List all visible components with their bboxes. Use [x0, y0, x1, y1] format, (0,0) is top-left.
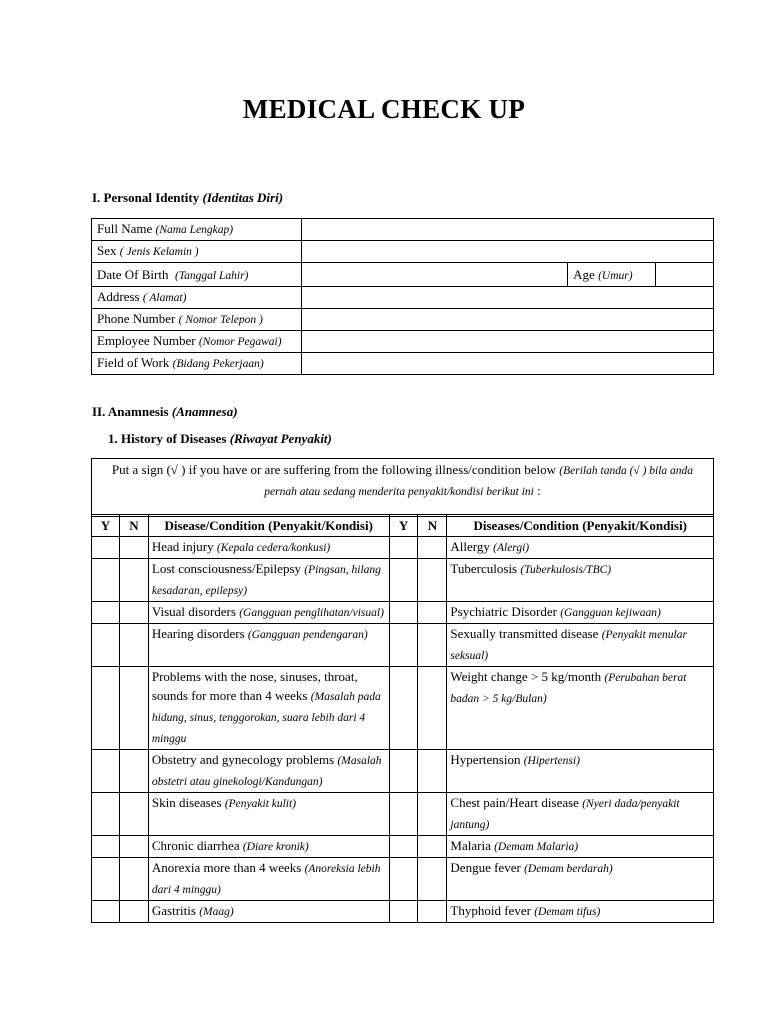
table-row	[92, 667, 714, 750]
section-label-id: (Identitas Diri)	[202, 190, 284, 205]
age-field[interactable]	[656, 263, 714, 287]
instruction-text: Put a sign (√ ) if you have or are suffering from the following illness/condition below (Berilah tanda (√ ) bila anda pernah atau sedang menderita penyakit/kondisi berikut ini :	[92, 459, 714, 517]
yes-checkbox-cell[interactable]	[389, 602, 418, 624]
disease-name-id: (Pingsan, hilang kesadaran, epilepsy)	[151, 564, 381, 597]
table-row	[92, 219, 714, 241]
label-cell: Sex ( Jenis Kelamin )	[92, 241, 302, 263]
disease-left-cell	[148, 624, 389, 667]
disease-name: Malaria	[450, 838, 491, 853]
label-cell: Full Name (Nama Lengkap)	[92, 219, 302, 241]
yes-checkbox-cell[interactable]	[389, 667, 418, 750]
no-checkbox-cell[interactable]	[119, 667, 148, 750]
disease-left-cell	[148, 858, 389, 901]
disease-right-cell	[447, 858, 714, 901]
yes-checkbox-cell[interactable]	[92, 901, 120, 923]
yes-checkbox-cell[interactable]	[389, 559, 418, 602]
disease-name: Visual disorders	[151, 604, 236, 619]
subsection-label-id: (Riwayat Penyakit)	[229, 431, 332, 446]
disease-right-cell	[447, 559, 714, 602]
disease-name-id: (Anoreksia lebih dari 4 minggu)	[151, 863, 381, 896]
disease-name: Hearing disorders	[151, 626, 245, 641]
disease-name-id: (Gangguan pendengaran)	[247, 629, 368, 641]
disease-name-id: (Penyakit kulit)	[224, 798, 297, 810]
yes-checkbox-cell[interactable]	[92, 750, 120, 793]
disease-table	[91, 514, 714, 923]
no-checkbox-cell[interactable]	[418, 793, 447, 836]
table-row	[92, 263, 714, 287]
disease-left-cell	[148, 836, 389, 858]
no-checkbox-cell[interactable]	[418, 559, 447, 602]
disease-left-cell	[148, 537, 389, 559]
table-row	[92, 241, 714, 263]
yes-checkbox-cell[interactable]	[92, 559, 120, 602]
yes-checkbox-cell[interactable]	[92, 602, 120, 624]
table-row	[92, 309, 714, 331]
yes-checkbox-cell[interactable]	[389, 793, 418, 836]
disease-left-cell	[148, 559, 389, 602]
disease-name-id: (Gangguan penglihatan/visual)	[239, 607, 384, 619]
table-row	[92, 537, 714, 559]
table-row	[92, 353, 714, 375]
table-row	[92, 901, 714, 923]
no-checkbox-cell[interactable]	[119, 750, 148, 793]
label-cell: Date Of Birth (Tanggal Lahir)	[92, 263, 302, 287]
yes-checkbox-cell[interactable]	[92, 624, 120, 667]
disease-left-cell	[148, 793, 389, 836]
disease-right-cell	[447, 793, 714, 836]
disease-right-cell	[447, 901, 714, 923]
yes-checkbox-cell[interactable]	[389, 901, 418, 923]
disease-name: Head injury	[151, 539, 214, 554]
section-label-id: (Anamnesa)	[171, 404, 238, 419]
table-row	[92, 836, 714, 858]
no-checkbox-cell[interactable]	[418, 602, 447, 624]
disease-left-cell	[148, 750, 389, 793]
header-n: N	[119, 515, 148, 537]
disease-right-cell	[447, 624, 714, 667]
phone-field[interactable]	[301, 309, 713, 331]
header-n: N	[418, 515, 447, 537]
disease-name: Weight change > 5 kg/month	[450, 669, 602, 684]
no-checkbox-cell[interactable]	[119, 624, 148, 667]
table-row	[92, 602, 714, 624]
disease-name-id: (Alergi)	[493, 542, 530, 554]
header-disease-left: Disease/Condition (Penyakit/Kondisi)	[148, 515, 389, 537]
label-cell: Employee Number (Nomor Pegawai)	[92, 331, 302, 353]
disease-name-id: (Hipertensi)	[523, 755, 580, 767]
date-of-birth-field[interactable]	[301, 263, 567, 287]
section-anamnesis	[92, 404, 238, 420]
disease-right-cell	[447, 537, 714, 559]
disease-name: Dengue fever	[450, 860, 521, 875]
disease-name-id: (Tuberkulosis/TBC)	[520, 564, 612, 576]
disease-name-id: (Maag)	[199, 906, 234, 918]
disease-name-id: (Demam tifus)	[534, 906, 601, 918]
subsection-label: 1. History of Diseases	[108, 431, 227, 446]
yes-checkbox-cell[interactable]	[92, 793, 120, 836]
label-cell: Address ( Alamat)	[92, 287, 302, 309]
disease-name: Thyphoid fever	[450, 903, 531, 918]
disease-name: Skin diseases	[151, 795, 222, 810]
disease-name: Chest pain/Heart disease	[450, 795, 579, 810]
yes-checkbox-cell[interactable]	[92, 836, 120, 858]
yes-checkbox-cell[interactable]	[389, 624, 418, 667]
instruction-box	[91, 458, 714, 517]
full-name-field[interactable]	[301, 219, 713, 241]
disease-name-id: (Demam berdarah)	[524, 863, 613, 875]
sex-field[interactable]	[301, 241, 713, 263]
address-field[interactable]	[301, 287, 713, 309]
disease-name-id: (Nyeri dada/penyakit jantung)	[450, 798, 680, 831]
no-checkbox-cell[interactable]	[418, 624, 447, 667]
no-checkbox-cell[interactable]	[119, 858, 148, 901]
no-checkbox-cell[interactable]	[119, 602, 148, 624]
disease-name: Lost consciousness/Epilepsy	[151, 561, 302, 576]
field-of-work-field[interactable]	[301, 353, 713, 375]
label-cell: Field of Work (Bidang Pekerjaan)	[92, 353, 302, 375]
yes-checkbox-cell[interactable]	[389, 750, 418, 793]
disease-left-cell	[148, 667, 389, 750]
yes-checkbox-cell[interactable]	[92, 537, 120, 559]
disease-right-cell	[447, 667, 714, 750]
label-cell: Age (Umur)	[568, 263, 656, 287]
no-checkbox-cell[interactable]	[119, 901, 148, 923]
disease-name: Tuberculosis	[450, 561, 518, 576]
disease-name: Problems with the nose, sinuses, throat, sounds for more than 4 weeks	[151, 669, 358, 703]
label-cell: Phone Number ( Nomor Telepon )	[92, 309, 302, 331]
section-personal-identity	[92, 190, 283, 206]
no-checkbox-cell[interactable]	[418, 667, 447, 750]
subsection-history-of-diseases	[108, 431, 332, 447]
disease-name-id: (Demam Malaria)	[494, 841, 579, 853]
table-row	[92, 750, 714, 793]
header-y: Y	[92, 515, 120, 537]
no-checkbox-cell[interactable]	[418, 858, 447, 901]
disease-name: Gastritis	[151, 903, 196, 918]
no-checkbox-cell[interactable]	[418, 537, 447, 559]
disease-name: Psychiatric Disorder	[450, 604, 557, 619]
no-checkbox-cell[interactable]	[119, 793, 148, 836]
no-checkbox-cell[interactable]	[119, 559, 148, 602]
no-checkbox-cell[interactable]	[119, 836, 148, 858]
header-disease-right: Diseases/Condition (Penyakit/Kondisi)	[447, 515, 714, 537]
section-label: II. Anamnesis	[92, 404, 169, 419]
disease-name: Sexually transmitted disease	[450, 626, 599, 641]
no-checkbox-cell[interactable]	[418, 901, 447, 923]
disease-name: Hypertension	[450, 752, 521, 767]
header-y: Y	[389, 515, 418, 537]
disease-right-cell	[447, 836, 714, 858]
personal-identity-table	[91, 218, 714, 375]
yes-checkbox-cell[interactable]	[92, 667, 120, 750]
disease-name: Allergy	[450, 539, 490, 554]
disease-name-id: (Gangguan kejiwaan)	[560, 607, 661, 619]
disease-name-id: (Penyakit menular seksual)	[450, 629, 687, 662]
table-row	[92, 331, 714, 353]
table-row	[92, 858, 714, 901]
table-header-row	[92, 515, 714, 537]
disease-name-id: (Diare kronik)	[242, 841, 309, 853]
disease-right-cell	[447, 602, 714, 624]
table-row	[92, 559, 714, 602]
document-title: MEDICAL CHECK UP	[242, 94, 526, 124]
disease-name: Anorexia more than 4 weeks	[151, 860, 302, 875]
yes-checkbox-cell[interactable]	[389, 836, 418, 858]
table-row	[92, 624, 714, 667]
disease-name: Chronic diarrhea	[151, 838, 240, 853]
yes-checkbox-cell[interactable]	[389, 537, 418, 559]
employee-number-field[interactable]	[301, 331, 713, 353]
no-checkbox-cell[interactable]	[119, 537, 148, 559]
yes-checkbox-cell[interactable]	[389, 858, 418, 901]
disease-right-cell	[447, 750, 714, 793]
no-checkbox-cell[interactable]	[418, 836, 447, 858]
disease-name-id: (Kepala cedera/konkusi)	[216, 542, 331, 554]
table-row	[92, 287, 714, 309]
section-label: I. Personal Identity	[92, 190, 200, 205]
disease-left-cell	[148, 901, 389, 923]
disease-name-id: (Masalah obstetri atau ginekologi/Kandungan)	[151, 755, 382, 788]
disease-name-id: (Masalah pada hidung, sinus, tenggorokan, suara lebih dari 4 minggu	[151, 691, 381, 745]
yes-checkbox-cell[interactable]	[92, 858, 120, 901]
no-checkbox-cell[interactable]	[418, 750, 447, 793]
table-row	[92, 793, 714, 836]
disease-name-id: (Perubahan berat badan > 5 kg/Bulan)	[450, 672, 687, 705]
disease-left-cell	[148, 602, 389, 624]
disease-name: Obstetry and gynecology problems	[151, 752, 335, 767]
